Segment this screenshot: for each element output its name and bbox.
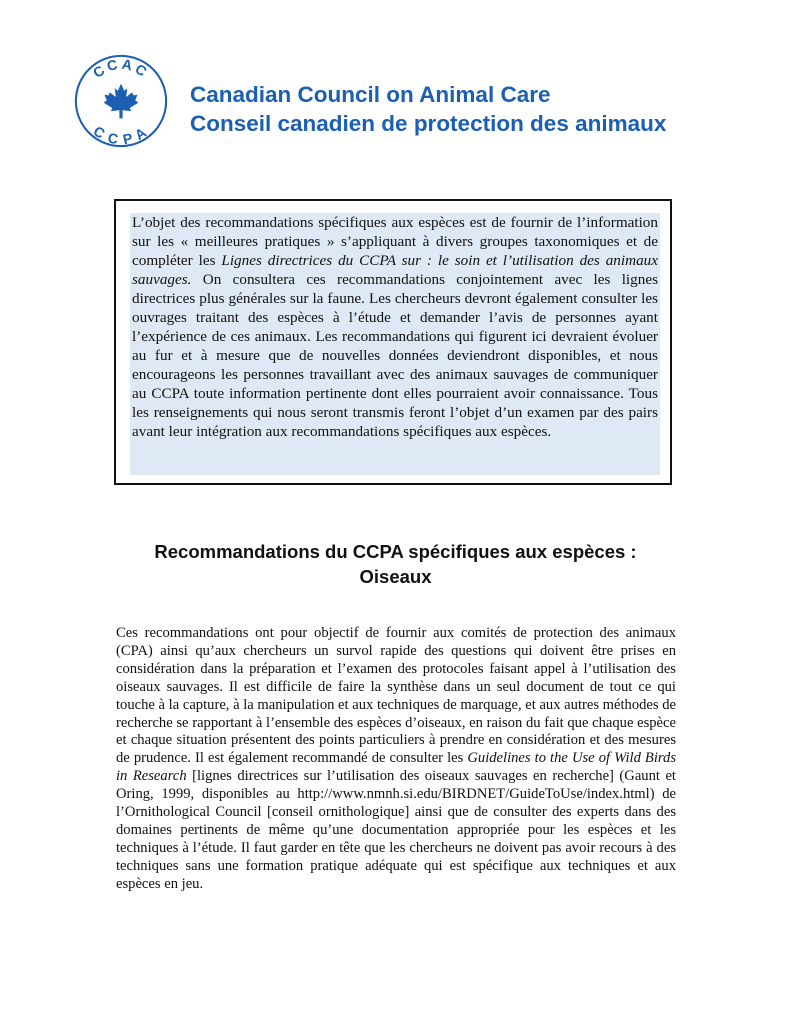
notice-text-part2: On consultera ces recommandations conjointement avec les lignes directrices plus générales sur la faune. Les chercheurs devront également consulter les ouvrages traitant des espèces à l’étude et demander l’avis de personnes ayant l’expérience de ces animaux. Les recommandations qui figurent ici devraient évoluer au fur et à mesure que de nouvelles données deviendront disponibles, et nous encourageons les personnes travaillant avec des animaux sauvages de communiquer au CCPA toute information pertinente dont elles pourraient avoir connaissance. Tous les renseignements qui nous seront transmis feront l’objet d’un examen par des pairs avant leur intégration aux recommandations spécifiques aux espèces. [132,271,658,440]
body-text-part1: Ces recommandations ont pour objectif de fournir aux comités de protection des animaux (CPA) ainsi qu’aux chercheurs un survol rapide des questions qui doivent être prises en considération dans la préparation et l’examen des protocoles faisant appel à l’utilisation des oiseaux sauvages. Il est difficile de faire la synthèse dans un seul document de tout ce qui touche à la capture, à la manipulation et aux techniques de marquage, et aux autres méthodes de recherche se rapportant à l’ensemble des espèces d’oiseaux, en raison du fait que chaque espèce et chaque situation présentent des points particuliers à prendre en considération et des mesures de prudence. Il est également recommandé de consulter les [116,625,677,767]
document-title [100,539,691,589]
notice-box [114,199,672,485]
logo-top-text: CCAC [89,55,153,82]
svg-text:CCPA [91,123,152,148]
maple-leaf-icon [104,84,139,119]
document-title-line2: Oiseaux [359,566,432,587]
logo-bottom-text: CCPA [90,122,152,148]
body-text-part2: [lignes directrices sur l’utilisation des oiseaux sauvages en recherche] (Gaunt et Oring, 1999, disponibles au http://www.nmnh.si.edu/BIRDNET/GuideToUse/index.html) de l’Ornithological Council [conseil ornithologique] ainsi que de consulter des experts dans des domaines pertinents de même qu’une documentation appropriée pour les espèces et les techniques à l’étude. Il faut garder en tête que les chercheurs ne doivent pas avoir recours à des techniques sans une formation pratique adéquate qui est spécifique aux techniques et aux espèces en jeu. [116,768,676,892]
svg-text:CCAC [90,56,152,81]
notice-text [130,213,660,441]
organization-title-en: Canadian Council on Animal Care [190,82,551,107]
organization-title [190,80,666,138]
body-text-italic: Guidelines to the Use of Wild Birds in Research [116,750,677,785]
document-title-line1: Recommandations du CCPA spécifiques aux espèces : [154,541,637,562]
notice-background [130,213,660,475]
notice-text-italic: Lignes directrices du CCPA sur : le soin et l’utilisation des animaux sauvages. [132,252,659,288]
ccac-ccpa-logo [74,54,168,148]
body-paragraph [116,625,676,894]
notice-text-part1: L’objet des recommandations spécifiques aux espèces est de fournir de l’information sur les « meilleures pratiques » s’appliquant à divers groupes taxonomiques et de compléter les [132,214,658,269]
organization-title-fr: Conseil canadien de protection des animaux [190,111,667,136]
